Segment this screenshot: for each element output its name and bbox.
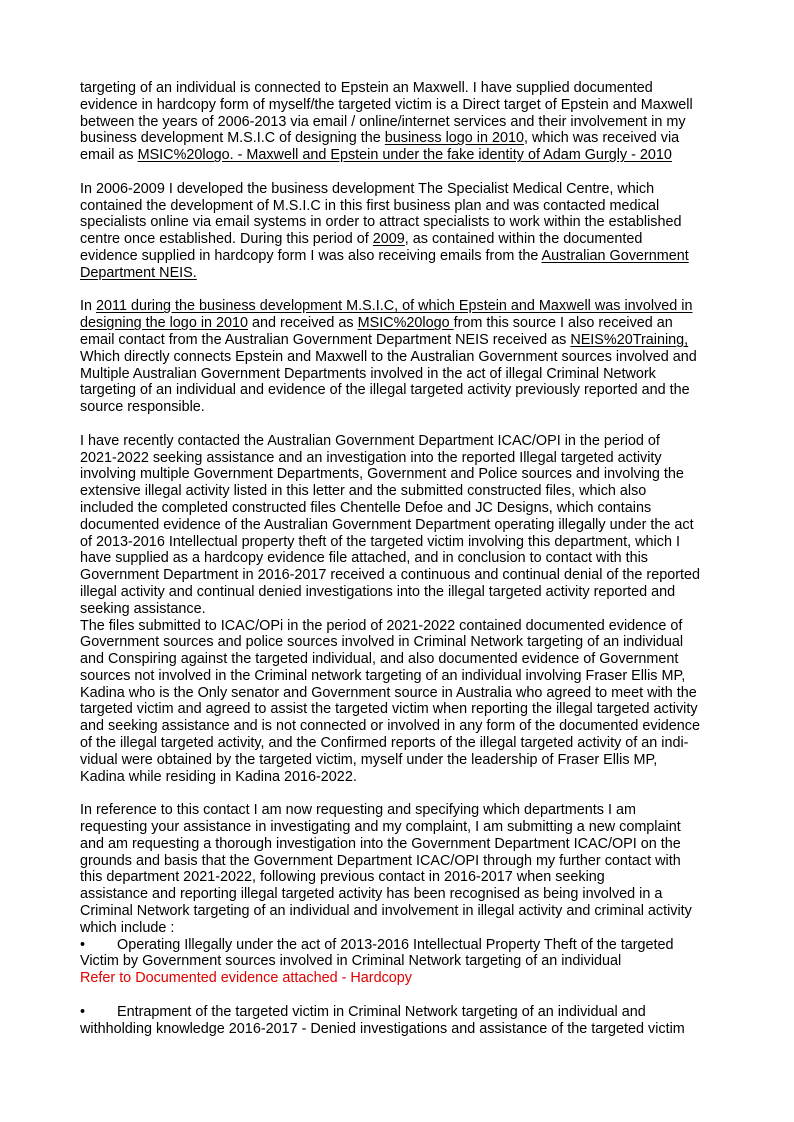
text-line: In 2006-2009 I developed the business development The Specialist Medical Centre, which bbox=[80, 180, 655, 197]
text-line bbox=[80, 937, 720, 954]
paragraph-gap bbox=[80, 416, 720, 433]
text-line: requesting your assistance in investigating and my complaint, I am submitting a new complaint bbox=[80, 819, 681, 836]
link-2009[interactable]: 2009 bbox=[372, 231, 405, 248]
text-span: email contact from the Australian Government Department NEIS received as bbox=[80, 331, 571, 348]
bullet-icon: • bbox=[80, 1003, 86, 1020]
link-designing-logo-2010[interactable]: designing the logo in 2010 bbox=[80, 315, 249, 332]
text-line: Kadina who is the Only senator and Government source in Australia who agreed to meet with the bbox=[80, 684, 697, 701]
text-span: , which was received via bbox=[524, 130, 680, 147]
text-line bbox=[80, 231, 720, 248]
text-line bbox=[80, 298, 720, 315]
text-span: and received as bbox=[248, 315, 358, 332]
paragraph-new-complaint bbox=[80, 802, 720, 936]
link-neis-training[interactable]: NEIS%20Training, bbox=[570, 331, 689, 348]
text-line bbox=[80, 147, 720, 164]
text-span: Operating Illegally under the act of 2013-2016 Intellectual Property Theft of the targeted bbox=[117, 936, 674, 953]
text-line bbox=[80, 1004, 720, 1021]
text-line: In reference to this contact I am now requesting and specifying which departments I am bbox=[80, 802, 636, 819]
text-line bbox=[80, 332, 720, 349]
paragraph-gap bbox=[80, 164, 720, 181]
text-line: Multiple Australian Government Departments involved in the act of illegal Criminal Network bbox=[80, 365, 656, 382]
text-span: In bbox=[80, 298, 96, 315]
text-line: and am requesting a thorough investigation into the Government Department ICAC/OPI on the bbox=[80, 835, 681, 852]
text-line: Victim by Government sources involved in Criminal Network targeting of an individual bbox=[80, 953, 622, 970]
text-span: , as contained within the documented bbox=[404, 231, 643, 248]
paragraph-gap bbox=[80, 785, 720, 802]
text-line: targeted victim and agreed to assist the targeted victim when reporting the illegal targeted activity bbox=[80, 701, 698, 718]
bullet-icon: • bbox=[80, 936, 86, 953]
text-line: evidence in hardcopy form of myself/the targeted victim is a Direct target of Epstein and Maxwell bbox=[80, 96, 693, 113]
text-line: source responsible. bbox=[80, 399, 205, 416]
text-line: Which directly connects Epstein and Maxwell to the Australian Government sources involved and bbox=[80, 348, 697, 365]
text-line: The files submitted to ICAC/OPi in the period of 2021-2022 contained documented evidence of bbox=[80, 617, 683, 634]
text-line: and seeking assistance and is not connected or involved in any form of the documented evidence bbox=[80, 718, 700, 735]
text-span: from this source I also received an bbox=[453, 315, 673, 332]
text-line: vidual were obtained by the targeted victim, myself under the leadership of Fraser Ellis MP, bbox=[80, 751, 658, 768]
evidence-note: Refer to Documented evidence attached - Hardcopy bbox=[80, 970, 412, 987]
link-business-logo-2010[interactable]: business logo in 2010 bbox=[384, 130, 524, 147]
text-line bbox=[80, 248, 720, 265]
paragraph-icac-contact bbox=[80, 433, 720, 618]
text-line: documented evidence of the Australian Government Department operating illegally under the act bbox=[80, 516, 694, 533]
link-australian-government[interactable]: Australian Government bbox=[541, 247, 689, 264]
paragraph-epstein-maxwell-evidence bbox=[80, 80, 720, 164]
paragraph-msic-2011 bbox=[80, 298, 720, 416]
text-line: seeking assistance. bbox=[80, 600, 206, 617]
text-line: sources not involved in the Criminal network targeting of an individual involving Fraser Ellis MP, bbox=[80, 667, 686, 684]
text-line: withholding knowledge 2016-2017 - Denied investigations and assistance of the targeted victim bbox=[80, 1020, 685, 1037]
text-span: Entrapment of the targeted victim in Criminal Network targeting of an individual and bbox=[117, 1003, 646, 1020]
text-line: involving multiple Government Departments, Government and Police sources and involving the bbox=[80, 466, 684, 483]
text-line: grounds and basis that the Government Department ICAC/OPI through my further contact with bbox=[80, 852, 681, 869]
bullet-item-ip-theft bbox=[80, 937, 720, 987]
document-page bbox=[80, 80, 720, 1037]
text-line: Kadina while residing in Kadina 2016-2022. bbox=[80, 768, 357, 785]
link-2011-business-development[interactable]: 2011 during the business development M.S.I.C, of which Epstein and Maxwell was involved in bbox=[96, 298, 693, 315]
link-msic-logo-fake-identity[interactable]: MSIC%20logo. - Maxwell and Epstein under the fake identity of Adam Gurgly - 2010 bbox=[137, 147, 672, 164]
paragraph-specialist-medical-centre bbox=[80, 181, 720, 282]
text-line: which include : bbox=[80, 919, 175, 936]
text-line: contained the development of M.S.I.C in this first business plan and was contacted medical bbox=[80, 197, 660, 214]
text-line: have supplied as a hardcopy evidence file attached, and in conclusion to contact with this bbox=[80, 550, 648, 567]
text-line: Government sources and police sources involved in Criminal Network targeting of an individual bbox=[80, 634, 684, 651]
paragraph-gap bbox=[80, 987, 720, 1004]
text-line: specialists online via email systems in order to attract specialists to work within the established bbox=[80, 214, 682, 231]
text-line: assistance and reporting illegal targeted activity has been recognised as being involved in a bbox=[80, 886, 663, 903]
bullet-item-entrapment bbox=[80, 1004, 720, 1038]
text-line: targeting of an individual is connected to Epstein an Maxwell. I have supplied documented bbox=[80, 80, 653, 96]
text-line bbox=[80, 315, 720, 332]
paragraph-gap bbox=[80, 282, 720, 299]
text-span: evidence supplied in hardcopy form I was also receiving emails from the bbox=[80, 247, 542, 264]
text-line: Government Department in 2016-2017 received a continuous and continual denial of the reported bbox=[80, 567, 700, 584]
text-line: of 2013-2016 Intellectual property theft of the targeted victim involving this department, which I bbox=[80, 533, 680, 550]
text-line: extensive illegal activity listed in this letter and the submitted constructed files, which also bbox=[80, 483, 647, 500]
text-line bbox=[80, 130, 720, 147]
text-line: and Conspiring against the targeted individual, and also documented evidence of Government bbox=[80, 651, 679, 668]
text-line: illegal activity and continual denied investigations into the illegal targeted activity reported and bbox=[80, 583, 676, 600]
text-line: Criminal Network targeting of an individual and involvement in illegal activity and criminal activity bbox=[80, 903, 692, 920]
text-line: 2021-2022 seeking assistance and an investigation into the reported Illegal targeted activity bbox=[80, 449, 662, 466]
text-line: targeting of an individual and evidence of the illegal targeted activity previously reported and the bbox=[80, 382, 690, 399]
text-line: I have recently contacted the Australian Government Department ICAC/OPI in the period of bbox=[80, 432, 660, 449]
link-msic-logo[interactable]: MSIC%20logo bbox=[357, 315, 454, 332]
link-department-neis[interactable]: Department NEIS. bbox=[80, 264, 197, 281]
text-line: of the illegal targeted activity, and the Confirmed reports of the illegal targeted activity of an indi- bbox=[80, 735, 689, 752]
text-span: centre once established. During this period of bbox=[80, 231, 373, 248]
paragraph-files-submitted bbox=[80, 618, 720, 786]
text-line: this department 2021-2022, following previous contact in 2016-2017 when seeking bbox=[80, 869, 605, 886]
text-span: business development M.S.I.C of designing the bbox=[80, 130, 385, 147]
text-line: between the years of 2006-2013 via email / online/internet services and their involvement in my bbox=[80, 113, 686, 130]
text-line: included the completed constructed files Chentelle Defoe and JC Designs, which contains bbox=[80, 499, 652, 516]
text-span: email as bbox=[80, 147, 138, 164]
